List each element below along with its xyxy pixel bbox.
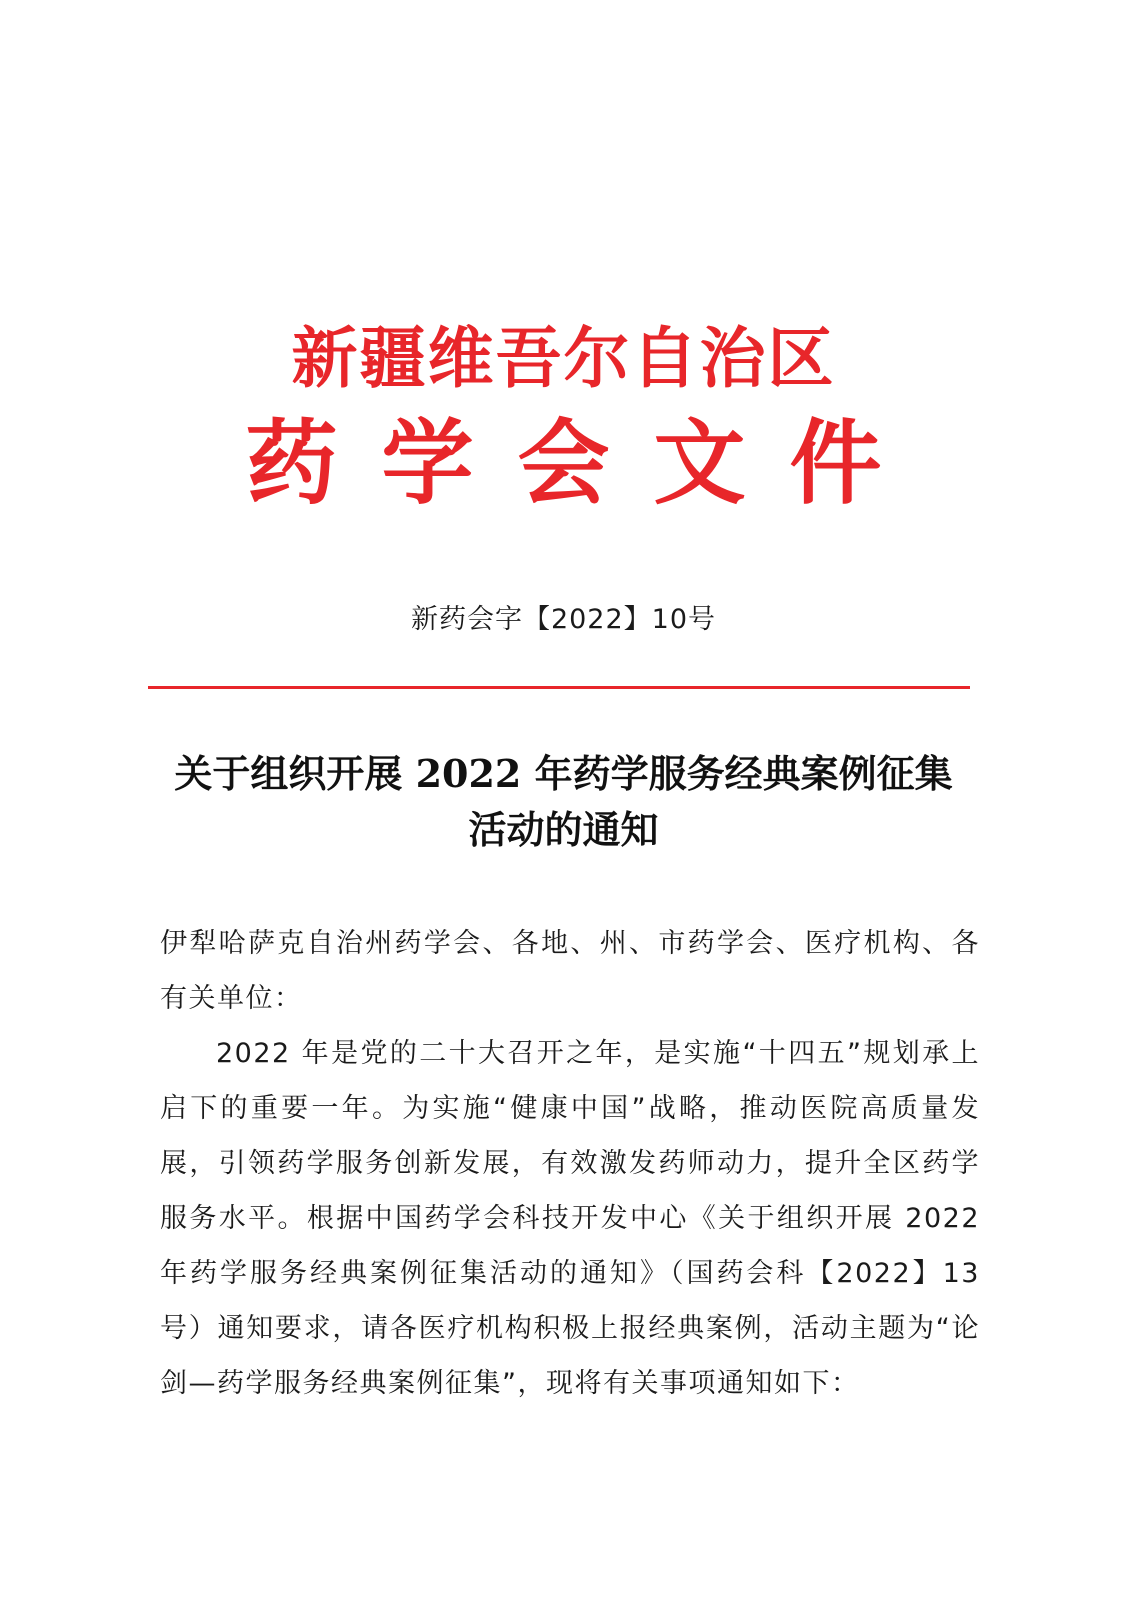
document-number: 新药会字【2022】10号 [410,604,717,635]
document-title-line1: 关于组织开展 2022 年药学服务经典案例征集 [174,751,953,796]
issuer-name: 新疆维吾尔自治区 [291,319,836,397]
document-title [120,746,1007,858]
red-divider-line [148,686,970,689]
body-paragraph: 2022 年是党的二十大召开之年，是实施“十四五”规划承上启下的重要一年。为实施“健康中国”战略，推动医院高质量发展，引领药学服务创新发展，有效激发药师动力，提升全区药学服务水平。根据中国药学会科技开发中心《关于组织开展 2022 年药学服务经典案例征集活动的通知》（国药会科【2022】13号）通知要求，请各医疗机构积极上报经典案例，活动主题为“论剑—药学服务经典案例征集”，现将有关事项通知如下： [160,1038,980,1399]
document-body [160,916,980,1411]
document-title-line2: 活动的通知 [468,807,659,852]
document-type-heading: 药学会文件 [245,409,926,517]
salutation: 伊犁哈萨克自治州药学会、各地、州、市药学会、医疗机构、各有关单位： [160,928,980,1014]
